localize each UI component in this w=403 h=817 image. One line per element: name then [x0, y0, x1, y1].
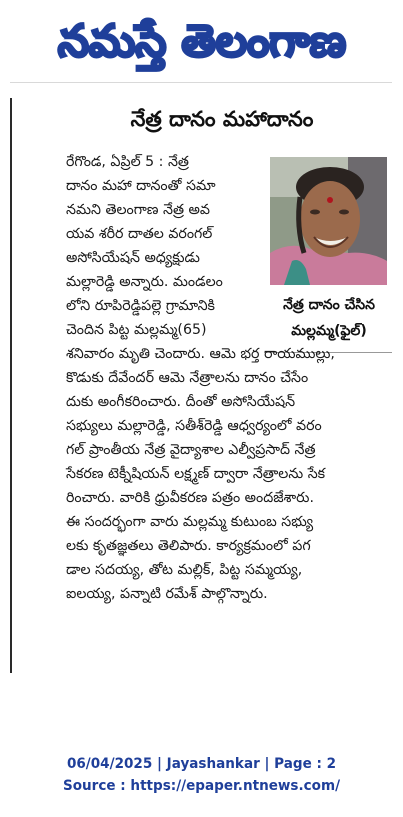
footer-date-edition: 06/04/2025 | Jayashankar | Page : 2 [66, 756, 337, 772]
photo-caption-line: నేత్ర దానం చేసిన [283, 297, 375, 313]
article-line: మల్లారెడ్డి అన్నారు. మండలం [66, 274, 223, 290]
article-line: కొడుకు దేవేందర్ ఆమె నేత్రాలను దానం చేసేం [66, 370, 309, 386]
newspaper-masthead [8, 6, 396, 78]
photo-caption-line: మల్లమ్మ(ఫైల్) [291, 323, 367, 339]
article-line: సభ్యులు మల్లారెడ్డి, సతీశ్‌రెడ్డి ఆధ్వర్యంలో వరం [66, 418, 322, 434]
article-line: ఈ సందర్భంగా వారు మల్లమ్మ కుటుంబ సభ్యు [66, 514, 314, 530]
footer-source: Source : https://epaper.ntnews.com/ [62, 778, 341, 794]
article-headline: నేత్ర దానం మహాదానం [130, 107, 314, 131]
article-line: లోని రూపిరెడ్డిపల్లె గ్రామానికి [66, 298, 215, 314]
article-line: అసోసియేషన్ అధ్యక్షుడు [66, 250, 200, 266]
article-line: రేగొండ, ఏప్రిల్ 5 : నేత్ర [66, 154, 189, 170]
article-line: ఐలయ్య, పన్నాటి రమేశ్ పాల్గొన్నారు. [66, 586, 268, 602]
article-line: యవ శరీర దాతల వరంగల్ [66, 226, 213, 242]
clipping-border [10, 98, 12, 673]
article-line: డాల సదయ్య, తోట మల్లిక్, పిట్ట సమ్మయ్య, [66, 562, 303, 578]
article-line: చెందిన పిట్ట మల్లమ్మ(65) [66, 322, 207, 338]
article-line: శనివారం మృతి చెందారు. ఆమె భర్త రాయముల్లు, [66, 346, 335, 362]
article-line: దుకు అంగీకరించారు. దీంతో అసోసియేషన్ [66, 394, 296, 410]
article-photo [270, 157, 387, 285]
article-line: దానం మహా దానంతో సమా [66, 178, 216, 194]
portrait-image [270, 157, 387, 285]
article-line: రించారు. వారికి ధ్రువీకరణ పత్రం అందజేశారు. [66, 490, 314, 506]
article-line: గల్ ప్రాంతీయ నేత్ర వైద్యాశాల ఎల్వీప్రసాద్ నేత్ర [66, 442, 316, 458]
article-line: నమని తెలంగాణ నేత్ర అవ [66, 202, 210, 218]
article-line: లకు కృతజ్ఞతలు తెలిపారు. కార్యక్రమంలో పగ [66, 538, 311, 554]
masthead-divider [10, 82, 392, 83]
article-line: సేకరణ టెక్నీషియన్ లక్ష్మణ్ ద్వారా నేత్రాలను సేక [66, 466, 326, 482]
masthead-title: నమస్తే తెలంగాణ [57, 16, 347, 67]
